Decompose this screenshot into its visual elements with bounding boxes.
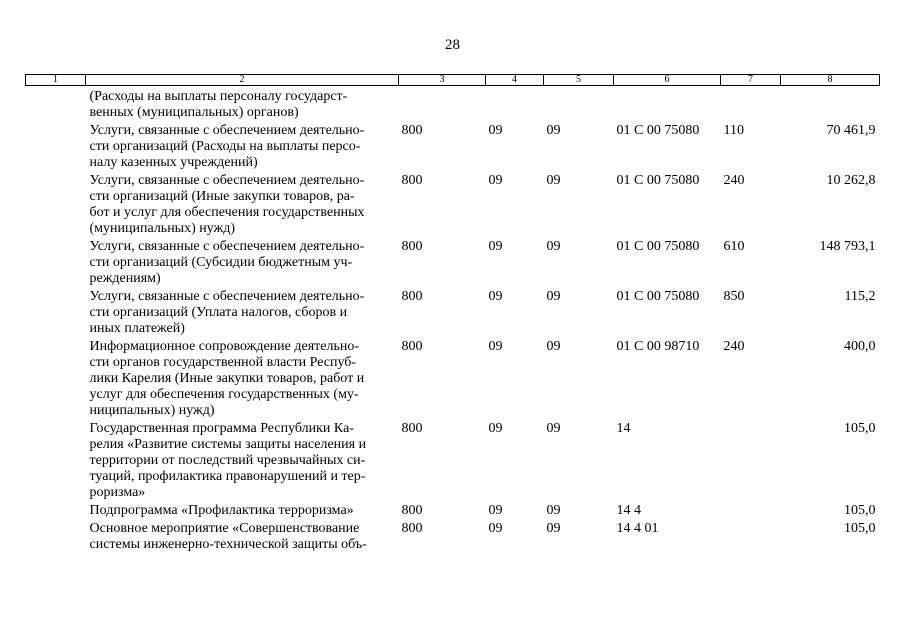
row-number-cell — [26, 171, 86, 237]
item-name-line: Услуги, связанные с обеспечением деятельно- — [89, 239, 365, 254]
column-number: 2 — [86, 75, 399, 86]
expense-type-cell — [721, 501, 781, 519]
table-row — [26, 86, 880, 122]
row-number-cell — [26, 287, 86, 337]
row-number-cell — [26, 501, 86, 519]
section-code-cell: 09 — [488, 173, 503, 188]
target-article-cell: 01 С 00 75080 — [616, 173, 700, 188]
item-name-cell — [86, 287, 399, 337]
item-name-line: сти организаций (Иные закупки товаров, ра- — [89, 189, 355, 204]
target-article-cell — [614, 86, 721, 122]
section-code-cell: 09 — [488, 339, 503, 354]
subsection-code-cell: 09 — [546, 339, 561, 354]
item-name-line: налу казенных учреждений) — [89, 155, 258, 170]
subsection-code-cell: 09 — [546, 421, 561, 436]
table-row — [26, 519, 880, 553]
item-name-line: Услуги, связанные с обеспечением деятельно- — [89, 289, 365, 304]
row-number-cell — [26, 419, 86, 501]
subsection-code-cell: 09 — [546, 123, 561, 138]
item-name-line: Услуги, связанные с обеспечением деятельно- — [89, 123, 365, 138]
item-name-cell — [86, 86, 399, 122]
item-name-line: сти организаций (Субсидии бюджетным уч- — [89, 255, 353, 270]
amount-cell: 400,0 — [844, 339, 876, 354]
item-name-line: Услуги, связанные с обеспечением деятельно- — [89, 173, 365, 188]
row-number-cell — [26, 86, 86, 122]
item-name-cell — [86, 237, 399, 287]
item-name-line: бот и услуг для обеспечения государственных — [89, 205, 365, 220]
column-number: 3 — [399, 75, 486, 86]
target-article-cell: 01 С 00 75080 — [616, 239, 700, 254]
column-number: 6 — [614, 75, 721, 86]
target-article-cell: 01 С 00 75080 — [616, 123, 700, 138]
ministry-code-cell: 800 — [401, 503, 423, 518]
item-name-line: лики Карелия (Иные закупки товаров, работ и — [89, 371, 365, 386]
item-name-line: туаций, профилактика правонарушений и тер- — [89, 469, 366, 484]
ministry-code-cell: 800 — [401, 521, 423, 536]
item-name-line: релия «Развитие системы защиты населения и — [89, 437, 367, 452]
ministry-code-cell: 800 — [401, 339, 423, 354]
ministry-code-cell: 800 — [401, 289, 423, 304]
item-name-line: сти организаций (Уплата налогов, сборов и — [89, 305, 348, 320]
item-name-cell — [86, 121, 399, 171]
amount-cell: 105,0 — [844, 521, 876, 536]
column-number-row — [26, 75, 880, 86]
row-number-cell — [26, 237, 86, 287]
row-number-cell — [26, 121, 86, 171]
subsection-code-cell: 09 — [546, 239, 561, 254]
column-number: 8 — [781, 75, 880, 86]
subsection-code-cell: 09 — [546, 521, 561, 536]
ministry-code-cell: 800 — [401, 421, 423, 436]
section-code-cell: 09 — [488, 239, 503, 254]
target-article-cell: 14 4 01 — [616, 521, 659, 536]
table-row — [26, 419, 880, 501]
ministry-code-cell: 800 — [401, 173, 423, 188]
item-name-line: услуг для обеспечения государственных (му- — [89, 387, 359, 402]
item-name-line: системы инженерно-технической защиты объ- — [89, 537, 367, 552]
section-code-cell: 09 — [488, 289, 503, 304]
expense-type-cell: 610 — [723, 239, 745, 254]
table-row — [26, 287, 880, 337]
expense-type-cell: 240 — [723, 339, 745, 354]
item-name-line: Государственная программа Республики Ка- — [89, 421, 354, 436]
expense-type-cell — [721, 419, 781, 501]
item-name-line: Информационное сопровождение деятельно- — [89, 339, 360, 354]
expense-type-cell: 850 — [723, 289, 745, 304]
amount-cell: 105,0 — [844, 503, 876, 518]
amount-cell: 115,2 — [844, 289, 876, 304]
ministry-code-cell — [399, 86, 486, 122]
target-article-cell: 01 С 00 98710 — [616, 339, 700, 354]
ministry-code-cell: 800 — [401, 239, 423, 254]
item-name-cell — [86, 519, 399, 553]
ministry-code-cell: 800 — [401, 123, 423, 138]
expense-type-cell: 240 — [723, 173, 745, 188]
subsection-code-cell: 09 — [546, 503, 561, 518]
target-article-cell: 01 С 00 75080 — [616, 289, 700, 304]
item-name-line: (муниципальных) нужд) — [89, 221, 236, 236]
subsection-code-cell: 09 — [546, 173, 561, 188]
column-number: 5 — [544, 75, 614, 86]
subsection-code-cell — [544, 86, 614, 122]
item-name-line: сти организаций (Расходы на выплаты персо- — [89, 139, 361, 154]
table-header — [26, 75, 880, 86]
column-number: 4 — [486, 75, 544, 86]
item-name-cell — [86, 419, 399, 501]
item-name-line: роризма» — [89, 485, 146, 500]
table-row — [26, 337, 880, 419]
subsection-code-cell: 09 — [546, 289, 561, 304]
amount-cell: 148 793,1 — [819, 239, 876, 254]
expense-type-cell — [721, 86, 781, 122]
item-name-cell — [86, 337, 399, 419]
column-number: 1 — [26, 75, 86, 86]
section-code-cell — [486, 86, 544, 122]
amount-cell: 70 461,9 — [826, 123, 876, 138]
budget-table — [25, 74, 880, 553]
target-article-cell: 14 — [616, 421, 631, 436]
table-row — [26, 237, 880, 287]
section-code-cell: 09 — [488, 421, 503, 436]
expense-type-cell — [721, 519, 781, 553]
item-name-line: Основное мероприятие «Совершенствование — [89, 521, 360, 536]
target-article-cell: 14 4 — [616, 503, 641, 518]
section-code-cell: 09 — [488, 521, 503, 536]
item-name-line: иных платежей) — [89, 321, 185, 336]
amount-cell: 10 262,8 — [826, 173, 876, 188]
item-name-cell — [86, 501, 399, 519]
item-name-line: венных (муниципальных) органов) — [89, 105, 299, 120]
amount-cell: 105,0 — [844, 421, 876, 436]
table-row — [26, 171, 880, 237]
item-name-line: ниципальных) нужд) — [89, 403, 215, 418]
section-code-cell: 09 — [488, 503, 503, 518]
item-name-line: реждениям) — [89, 271, 161, 286]
table-row — [26, 501, 880, 519]
item-name-line: (Расходы на выплаты персоналу государст- — [89, 89, 348, 104]
table-body — [26, 86, 880, 554]
row-number-cell — [26, 337, 86, 419]
item-name-cell — [86, 171, 399, 237]
item-name-line: сти органов государственной власти Респуб- — [89, 355, 357, 370]
expense-type-cell: 110 — [723, 123, 744, 138]
column-number: 7 — [721, 75, 781, 86]
item-name-line: Подпрограмма «Профилактика терроризма» — [89, 503, 354, 518]
row-number-cell — [26, 519, 86, 553]
amount-cell — [781, 86, 880, 122]
page-number: 28 — [445, 37, 460, 53]
section-code-cell: 09 — [488, 123, 503, 138]
table-row — [26, 121, 880, 171]
item-name-line: территории от последствий чрезвычайных си- — [89, 453, 366, 468]
